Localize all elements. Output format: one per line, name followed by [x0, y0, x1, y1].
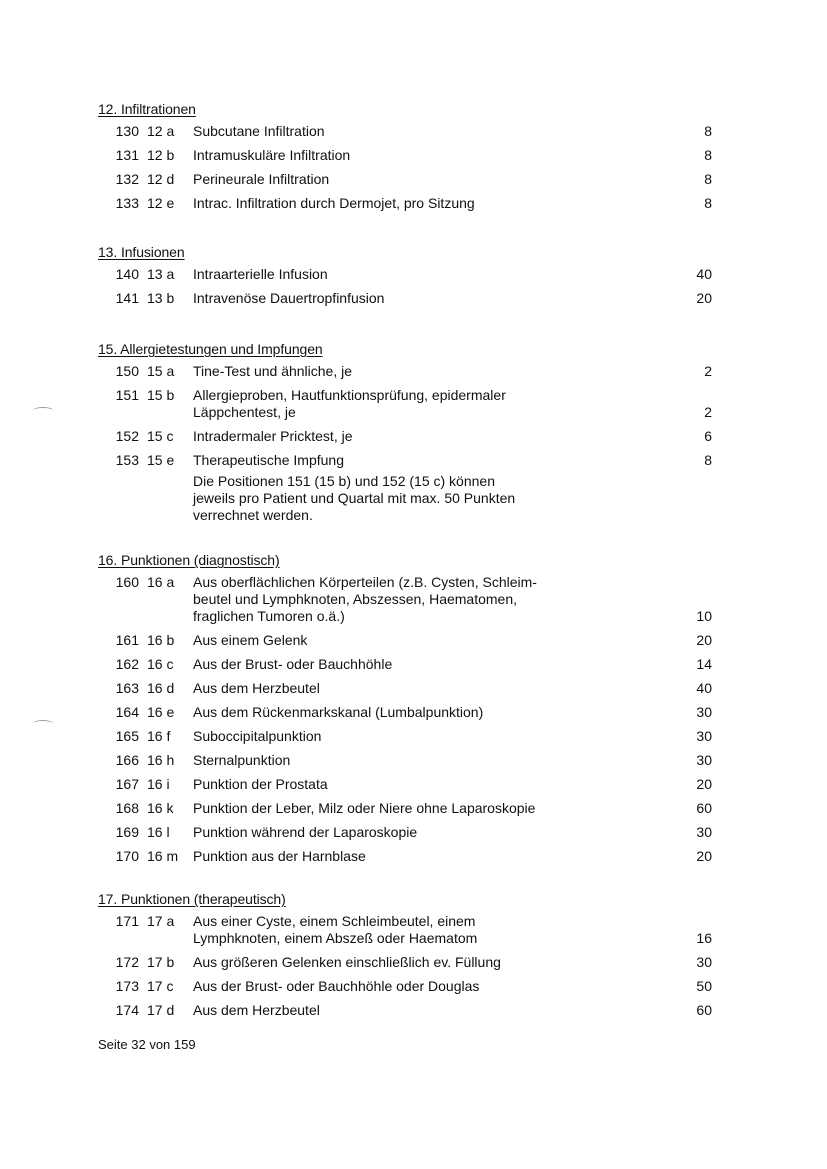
position-points: 14 [696, 656, 712, 672]
table-row [98, 266, 728, 283]
position-description: Intraarterielle Infusion [193, 266, 328, 282]
position-code: 16 l [147, 824, 170, 840]
position-description: Allergieproben, Hautfunktionsprüfung, epidermaler Läppchentest, je [193, 387, 506, 420]
position-number: 130 [115, 123, 139, 139]
table-row [98, 848, 728, 865]
position-code: 17 b [147, 954, 175, 970]
position-points: 6 [704, 428, 712, 444]
table-row [98, 1002, 728, 1019]
position-number: 172 [115, 954, 139, 970]
position-number: 161 [115, 632, 139, 648]
section-punktionen-therapeutisch [98, 891, 728, 1026]
table-row [98, 752, 728, 769]
position-code: 16 i [147, 776, 170, 792]
position-description: Aus oberflächlichen Körperteilen (z.B. Cysten, Schleim- beutel und Lymphknoten, Abszessen, Haematomen, fraglichen Tumoren o.ä.) [193, 574, 537, 624]
position-points: 20 [696, 848, 712, 864]
position-code: 12 d [147, 171, 175, 187]
position-description: Subcutane Infiltration [193, 123, 325, 139]
section-infiltrationen [98, 101, 728, 219]
position-points: 60 [696, 800, 712, 816]
table-row [98, 728, 728, 745]
section-note: Die Positionen 151 (15 b) und 152 (15 c) können jeweils pro Patient und Quartal mit max. 50 Punkten verrechnet werden. [193, 473, 516, 523]
position-code: 12 a [147, 123, 175, 139]
position-points: 2 [704, 363, 712, 379]
position-description: Aus der Brust- oder Bauchhöhle [193, 656, 393, 672]
position-number: 153 [115, 452, 139, 468]
position-description: Aus einem Gelenk [193, 632, 308, 648]
table-row [98, 147, 728, 164]
section-punktionen-diagnostisch [98, 552, 728, 872]
table-row [98, 428, 728, 445]
position-number: 152 [115, 428, 139, 444]
position-description: Punktion während der Laparoskopie [193, 824, 418, 840]
position-code: 16 e [147, 704, 175, 720]
position-points: 8 [704, 171, 712, 187]
position-description: Aus dem Herzbeutel [193, 680, 320, 696]
table-row [98, 824, 728, 841]
position-points: 8 [704, 147, 712, 163]
position-points: 30 [696, 752, 712, 768]
position-code: 15 b [147, 387, 175, 403]
table-row [98, 574, 728, 625]
position-points: 30 [696, 728, 712, 744]
position-number: 173 [115, 978, 139, 994]
position-points: 60 [696, 1002, 712, 1018]
position-code: 16 a [147, 574, 175, 590]
position-number: 164 [115, 704, 139, 720]
table-row [98, 776, 728, 793]
position-code: 16 d [147, 680, 175, 696]
position-points: 8 [704, 123, 712, 139]
position-code: 17 c [147, 978, 174, 994]
position-code: 16 f [147, 728, 171, 744]
position-description: Aus dem Herzbeutel [193, 1002, 320, 1018]
table-row [98, 704, 728, 721]
position-number: 166 [115, 752, 139, 768]
position-number: 150 [115, 363, 139, 379]
position-code: 15 c [147, 428, 174, 444]
position-code: 16 c [147, 656, 174, 672]
position-description: Aus größeren Gelenken einschließlich ev. Füllung [193, 954, 501, 970]
position-code: 16 k [147, 800, 174, 816]
position-code: 16 h [147, 752, 175, 768]
table-row [98, 632, 728, 649]
position-description: Intradermaler Pricktest, je [193, 428, 353, 444]
section-title: 15. Allergietestungen und Impfungen [98, 341, 323, 357]
position-code: 13 a [147, 266, 175, 282]
position-number: 140 [115, 266, 139, 282]
section-infusionen [98, 244, 728, 314]
table-row [98, 171, 728, 188]
position-code: 12 b [147, 147, 175, 163]
position-code: 17 a [147, 913, 175, 929]
section-title: 16. Punktionen (diagnostisch) [98, 552, 280, 568]
position-points: 8 [704, 452, 712, 468]
table-row [98, 195, 728, 212]
position-points: 50 [696, 978, 712, 994]
page-footer: Seite 32 von 159 [98, 1037, 196, 1052]
position-description: Punktion aus der Harnblase [193, 848, 366, 864]
position-description: Tine-Test und ähnliche, je [193, 363, 353, 379]
position-description: Aus dem Rückenmarkskanal (Lumbalpunktion) [193, 704, 484, 720]
position-description: Aus einer Cyste, einem Schleimbeutel, einem Lymphknoten, einem Abszeß oder Haematom [193, 913, 478, 946]
position-points: 40 [696, 266, 712, 282]
position-number: 131 [115, 147, 139, 163]
position-description: Sternalpunktion [193, 752, 291, 768]
position-points: 16 [696, 930, 712, 946]
position-description: Punktion der Leber, Milz oder Niere ohne Laparoskopie [193, 800, 536, 816]
table-row [98, 680, 728, 697]
table-row [98, 913, 728, 947]
table-row [98, 123, 728, 140]
position-points: 20 [696, 776, 712, 792]
position-number: 171 [115, 913, 139, 929]
position-code: 13 b [147, 290, 175, 306]
position-points: 20 [696, 632, 712, 648]
table-row [98, 954, 728, 971]
position-number: 133 [115, 195, 139, 211]
scan-mark [33, 407, 53, 414]
position-points: 30 [696, 824, 712, 840]
position-number: 160 [115, 574, 139, 590]
scan-mark [33, 720, 53, 727]
section-title: 13. Infusionen [98, 244, 185, 260]
table-row [98, 387, 728, 421]
position-description: Suboccipitalpunktion [193, 728, 322, 744]
position-description: Aus der Brust- oder Bauchhöhle oder Douglas [193, 978, 480, 994]
position-number: 151 [115, 387, 139, 403]
position-description: Therapeutische Impfung [193, 452, 344, 468]
position-points: 2 [704, 404, 712, 420]
position-code: 17 d [147, 1002, 175, 1018]
position-points: 20 [696, 290, 712, 306]
position-number: 165 [115, 728, 139, 744]
table-row [98, 800, 728, 817]
table-row [98, 290, 728, 307]
position-number: 167 [115, 776, 139, 792]
position-code: 15 e [147, 452, 175, 468]
position-points: 30 [696, 954, 712, 970]
position-description: Intrac. Infiltration durch Dermojet, pro Sitzung [193, 195, 475, 211]
table-row [98, 452, 728, 469]
position-points: 8 [704, 195, 712, 211]
position-code: 12 e [147, 195, 175, 211]
position-description: Perineurale Infiltration [193, 171, 330, 187]
position-description: Punktion der Prostata [193, 776, 328, 792]
position-points: 10 [696, 608, 712, 624]
table-row [98, 363, 728, 380]
position-number: 132 [115, 171, 139, 187]
position-description: Intramuskuläre Infiltration [193, 147, 351, 163]
table-row [98, 978, 728, 995]
position-number: 169 [115, 824, 139, 840]
section-title: 17. Punktionen (therapeutisch) [98, 891, 286, 907]
position-number: 170 [115, 848, 139, 864]
position-code: 16 m [147, 848, 179, 864]
position-points: 30 [696, 704, 712, 720]
position-description: Intravenöse Dauertropfinfusion [193, 290, 385, 306]
section-title: 12. Infiltrationen [98, 101, 196, 117]
section-allergietestungen [98, 341, 728, 524]
position-number: 162 [115, 656, 139, 672]
position-points: 40 [696, 680, 712, 696]
position-number: 141 [115, 290, 139, 306]
table-row [98, 656, 728, 673]
position-number: 174 [115, 1002, 139, 1018]
position-code: 15 a [147, 363, 175, 379]
position-number: 168 [115, 800, 139, 816]
position-number: 163 [115, 680, 139, 696]
position-code: 16 b [147, 632, 175, 648]
